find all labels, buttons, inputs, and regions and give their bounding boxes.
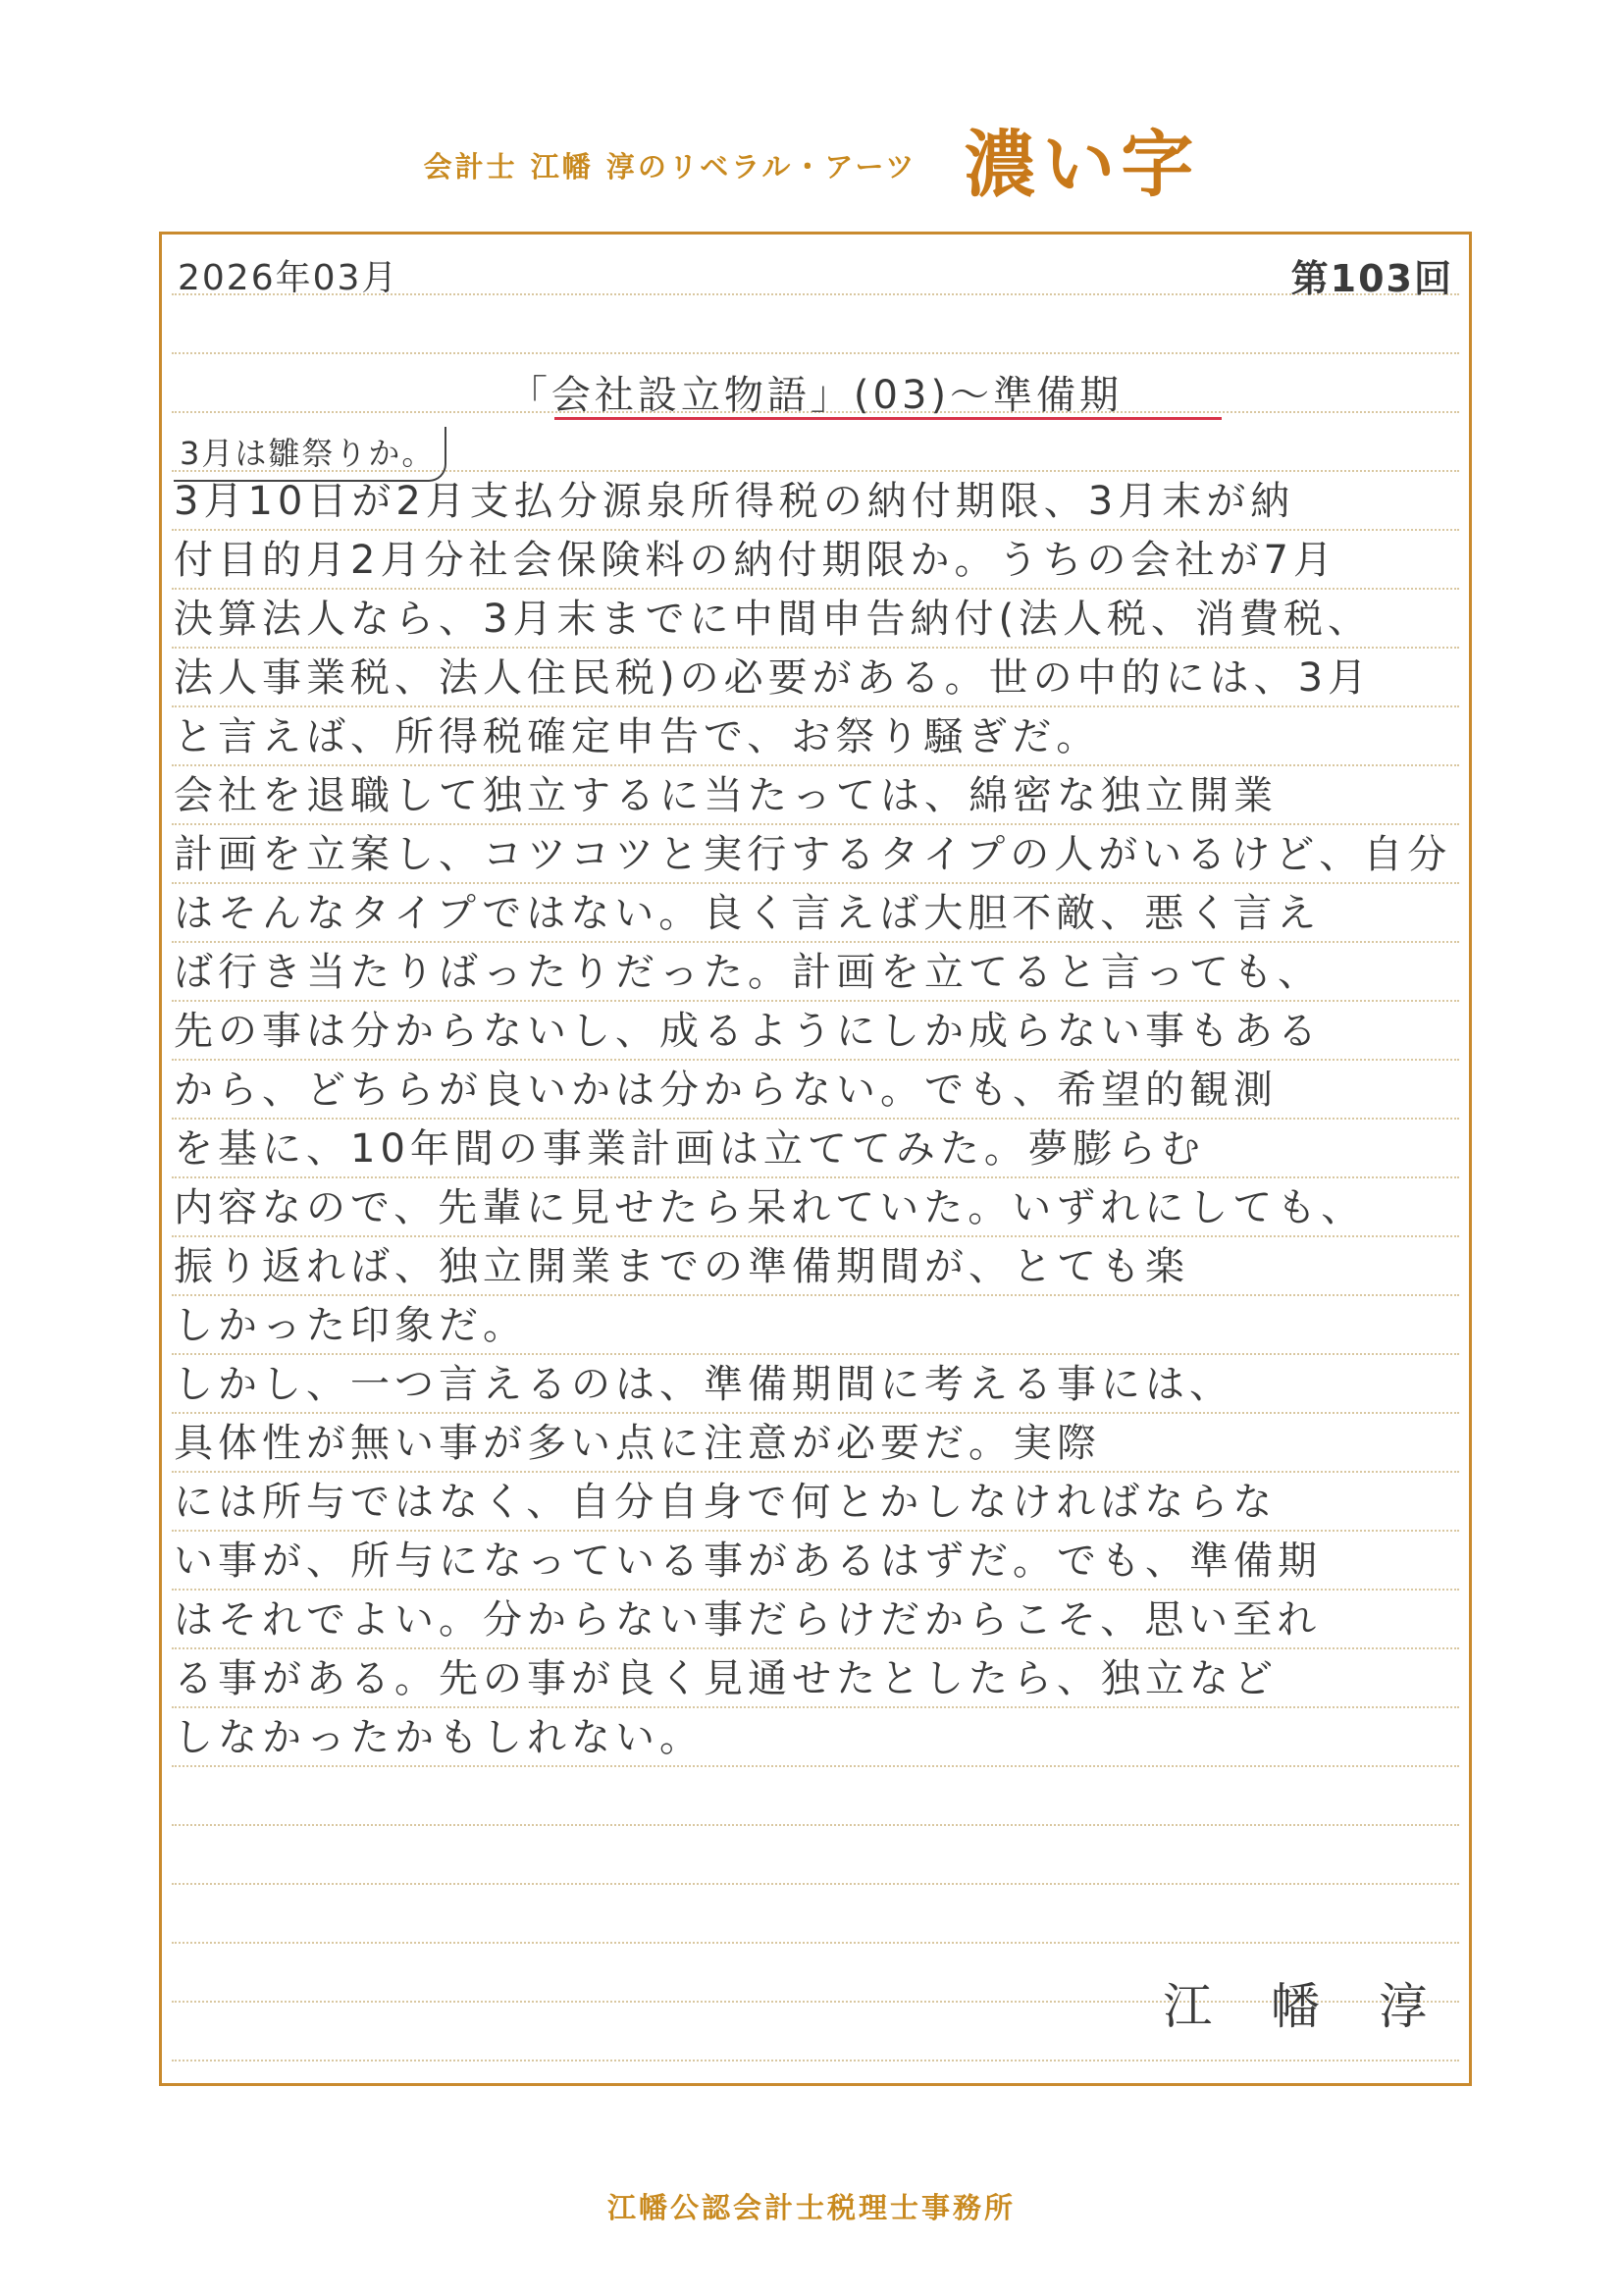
body-line: から、どちらが良いかは分からない。でも、希望的観測	[174, 1068, 1278, 1113]
body-line: 計画を立案し、コツコツと実行するタイプの人がいるけど、自分	[174, 832, 1452, 877]
body-line: ば行き当たりばったりだった。計画を立てると言っても、	[174, 950, 1322, 995]
title-underline	[554, 417, 1222, 420]
series-subtitle: 会計士 江幡 淳のリベラル・アーツ	[423, 149, 917, 183]
page-header	[0, 110, 1623, 208]
body-line: しかった印象だ。	[174, 1303, 527, 1348]
body-line: 先の事は分からないし、成るようにしか成らない事もある	[174, 1009, 1322, 1054]
issue-date: 2026年03月	[178, 258, 399, 298]
body-line: る事がある。先の事が良く見通せたとしたら、独立など	[174, 1656, 1278, 1701]
body-line: と言えば、所得税確定申告で、お祭り騒ぎだ。	[174, 714, 1101, 759]
series-title: 濃い字	[964, 123, 1200, 207]
body-line: 内容なので、先輩に見せたら呆れていた。いずれにしても、	[174, 1185, 1366, 1230]
body-line: はそれでよい。分からない事だらけだからこそ、思い至れ	[174, 1597, 1322, 1643]
issue-number: 第103回	[1290, 257, 1453, 300]
ruled-line	[172, 2060, 1459, 2061]
body-line: しなかったかもしれない。	[174, 1715, 704, 1760]
ruled-line	[172, 352, 1459, 354]
author-signature: 江 幡 淳	[1163, 1978, 1449, 2035]
article-title: 「会社設立物語」(03)～準備期	[507, 373, 1124, 418]
body-line: 会社を退職して独立するに当たっては、綿密な独立開業	[174, 773, 1278, 818]
body-line: しかし、一つ言えるのは、準備期間に考える事には、	[174, 1362, 1233, 1407]
body-line: 法人事業税、法人住民税)の必要がある。世の中的には、3月	[174, 655, 1373, 701]
body-line: を基に、10年間の事業計画は立ててみた。夢膨らむ	[174, 1126, 1205, 1172]
office-name: 江幡公認会計士税理士事務所	[606, 2191, 1016, 2224]
ruled-line	[172, 1824, 1459, 1826]
body-line: 具体性が無い事が多い点に注意が必要だ。実際	[174, 1421, 1101, 1466]
article-subtitle: 3月は雛祭りか。	[180, 435, 436, 472]
body-line: 決算法人なら、3月末までに中間申告納付(法人税、消費税、	[174, 597, 1373, 642]
ruled-line	[172, 1942, 1459, 1944]
body-line: 振り返れば、独立開業までの準備期間が、とても楽	[174, 1244, 1189, 1289]
body-line: には所与ではなく、自分自身で何とかしなければならな	[174, 1480, 1278, 1525]
body-line: 3月10日が2月支払分源泉所得税の納付期限、3月末が納	[174, 479, 1295, 524]
lined-paper	[159, 232, 1472, 2086]
body-line: 付目的月2月分社会保険料の納付期限か。うちの会社が7月	[174, 538, 1337, 583]
ruled-line	[172, 1765, 1459, 1767]
ruled-line	[172, 1883, 1459, 1885]
body-line: はそんなタイプではない。良く言えば大胆不敵、悪く言え	[174, 891, 1322, 936]
body-line: い事が、所与になっている事があるはずだ。でも、準備期	[174, 1539, 1322, 1584]
